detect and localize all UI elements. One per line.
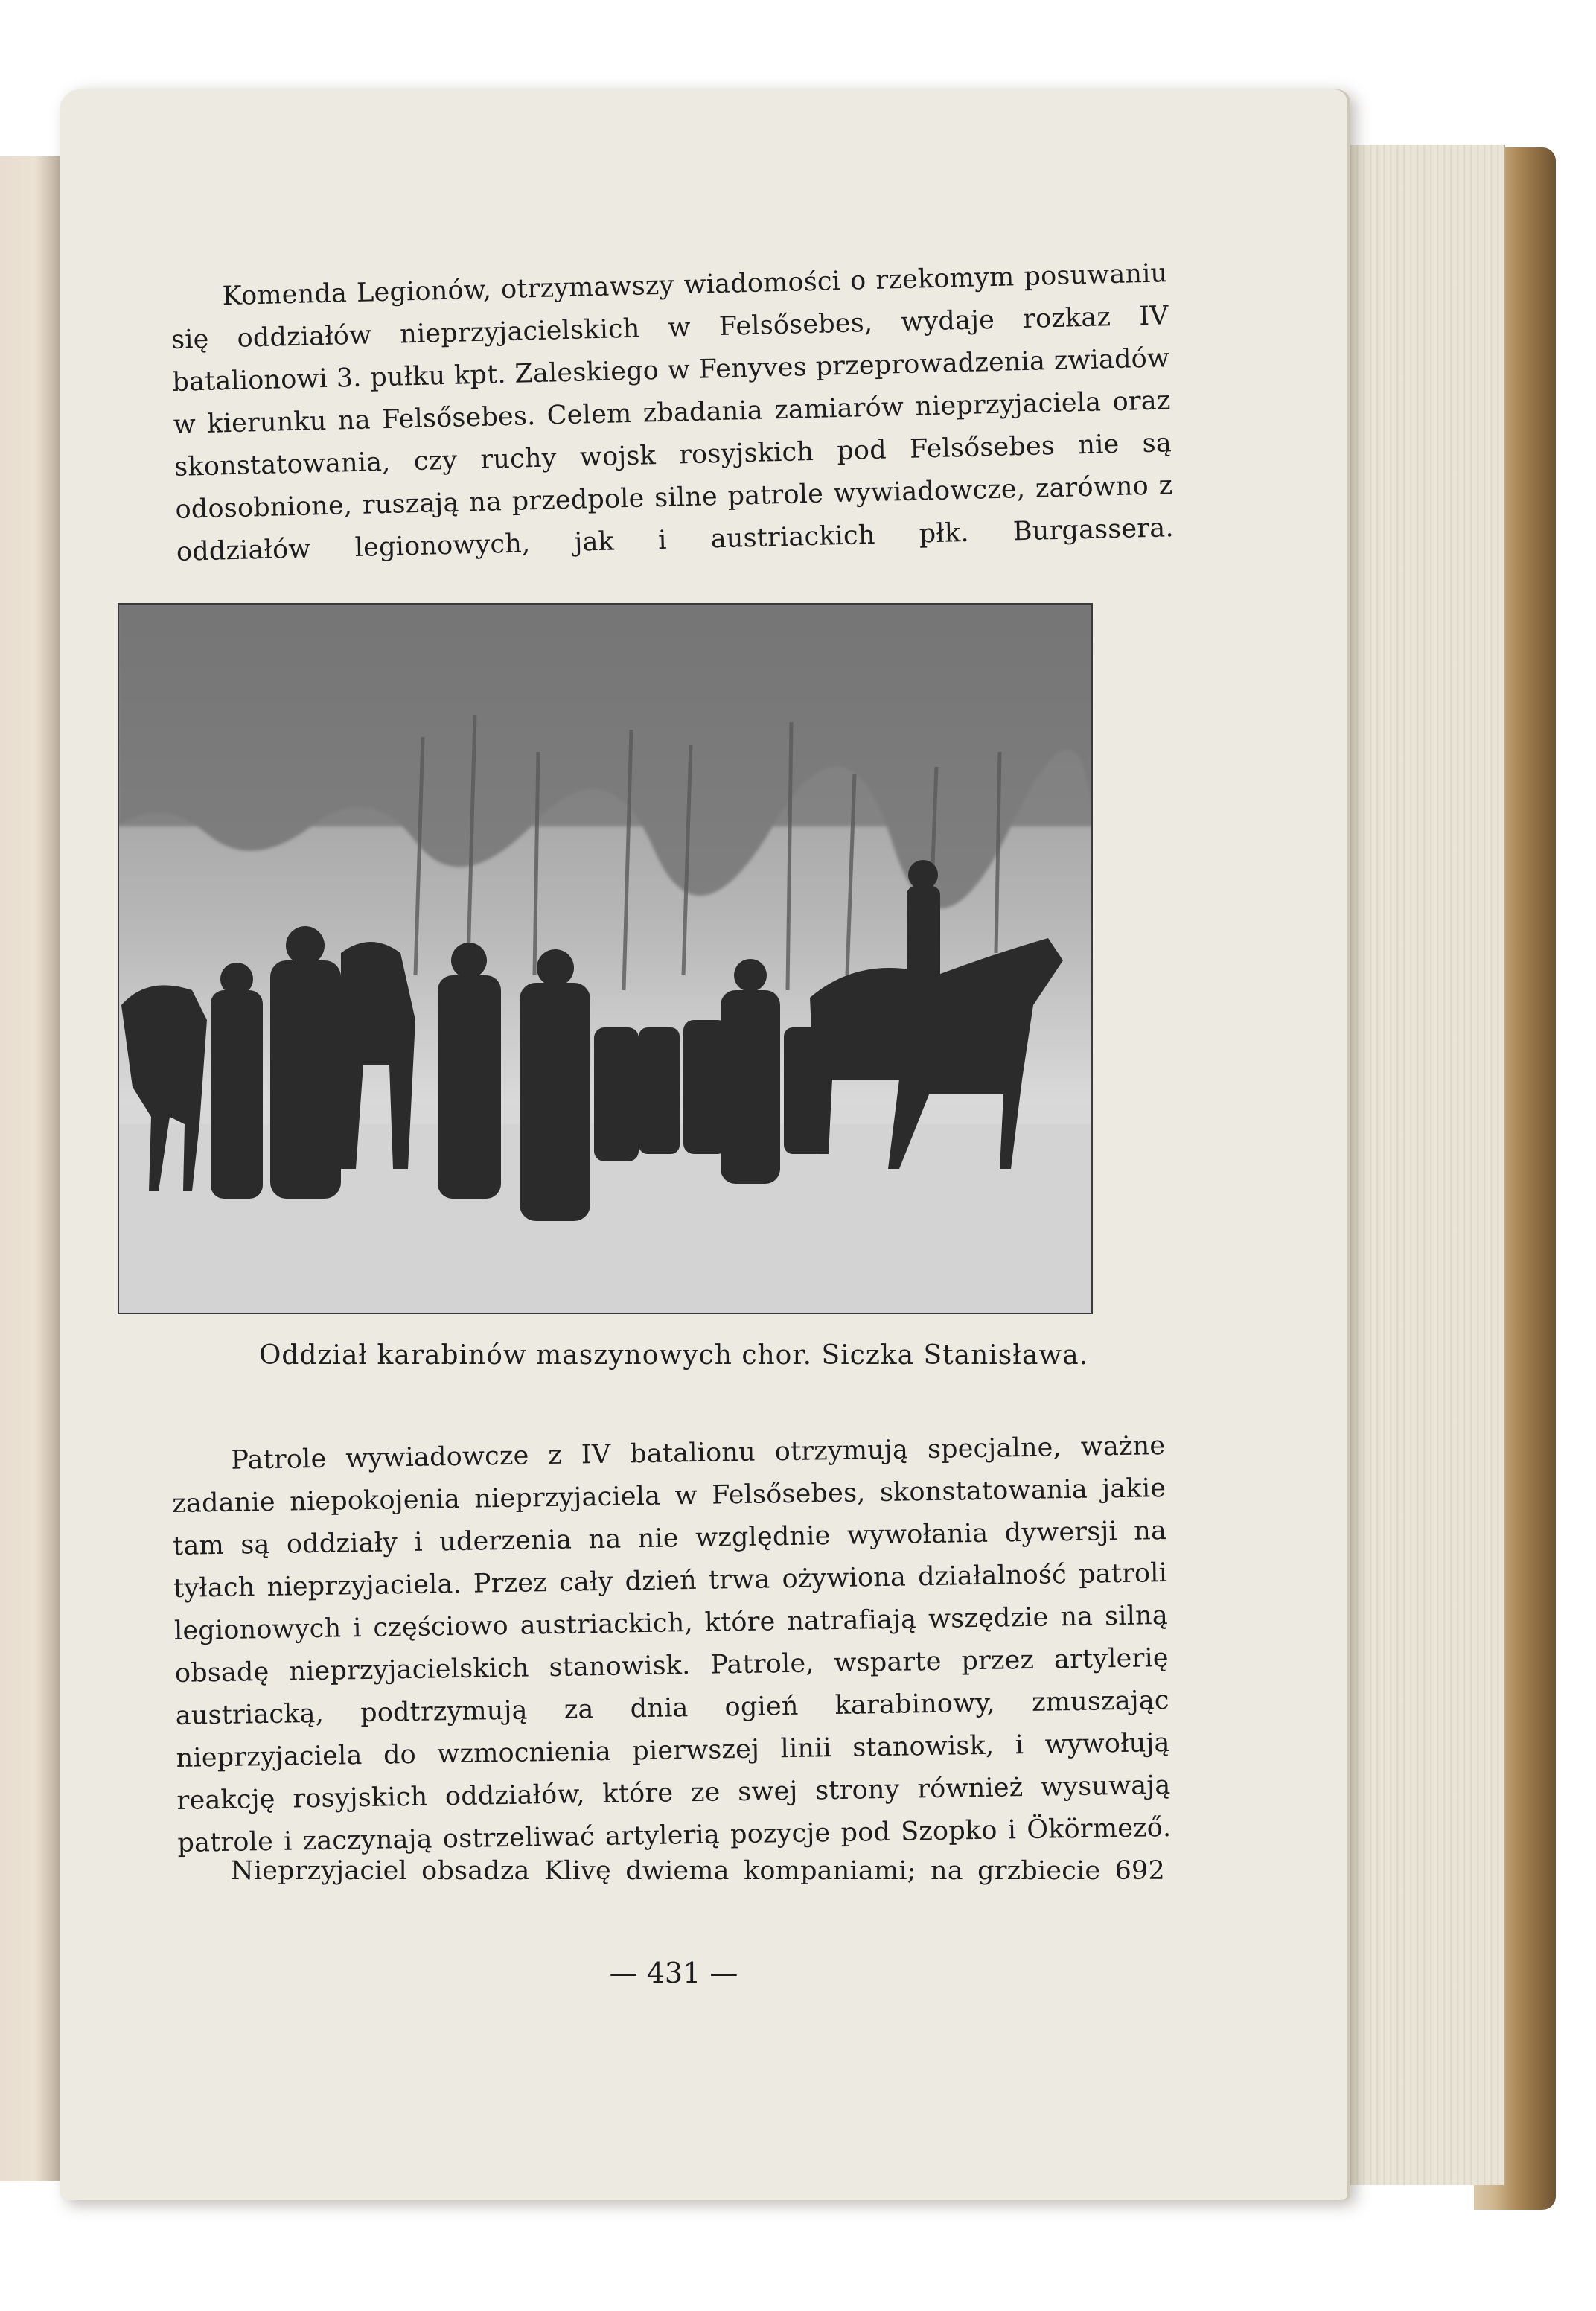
left-page-edge [0,156,65,2181]
paragraph-patrols: Patrole wywiadowcze z IV batalionu otrzymują specjalne, ważne zadanie niepokojenia nieprzyjaciela w Felsősebes, skonstatowania jakie tam są oddziały i uderzenia na nie względnie wywołania dywersji na tyłach nieprzyjaciela. Przez cały dzień trwa ożywiona działalność patroli legionowych i częściowo austriackich, które natrafiają wszędzie na silną obsadę nieprzyjacielskich stanowisk. Patrole, wsparte przez artylerię austriacką, podtrzymują za dnia ogień karabinowy, zmuszając nieprzyjaciela do wzmocnienia pierwszej linii stanowisk, i wywołują reakcję rosyjskich oddziałów, które ze swej strony również wysuwają patrole i zaczynają ostrzeliwać artylerią pozycje pod Szopko i Ökörmező. [172,1431,1172,1858]
photo-illustration [118,603,1093,1314]
page-number: — 431 — [609,1957,738,1989]
photograph-machine-gun-unit [118,603,1093,1314]
paragraph-enemy: Nieprzyjaciel obsadza Klivę dwiema kompaniami; na grzbiecie 692 [231,1856,1165,1886]
book-page [60,89,1347,2200]
photo-caption: Oddział karabinów maszynowych chor. Siczka Stanisława. [258,1340,1089,1371]
paragraph-intro: Komenda Legionów, otrzymawszy wiadomości o rzekomym posuwaniu się oddziałów nieprzyjacielskich w Felsősebes, wydaje rozkaz IV batalionowi 3. pułku kpt. Zaleskiego w Fenyves przeprowadzenia zwiadów w kierunku na Felsősebes. Celem zbadania zamiarów nieprzyjaciela oraz skonstatowania, czy ruchy wojsk rosyjskich pod Felsősebes nie są odosobnione, ruszają na przedpole silne patrole wywiadowcze, zarówno z oddziałów legionowych, jak i austriackich płk. Burgassera. [170,258,1175,567]
